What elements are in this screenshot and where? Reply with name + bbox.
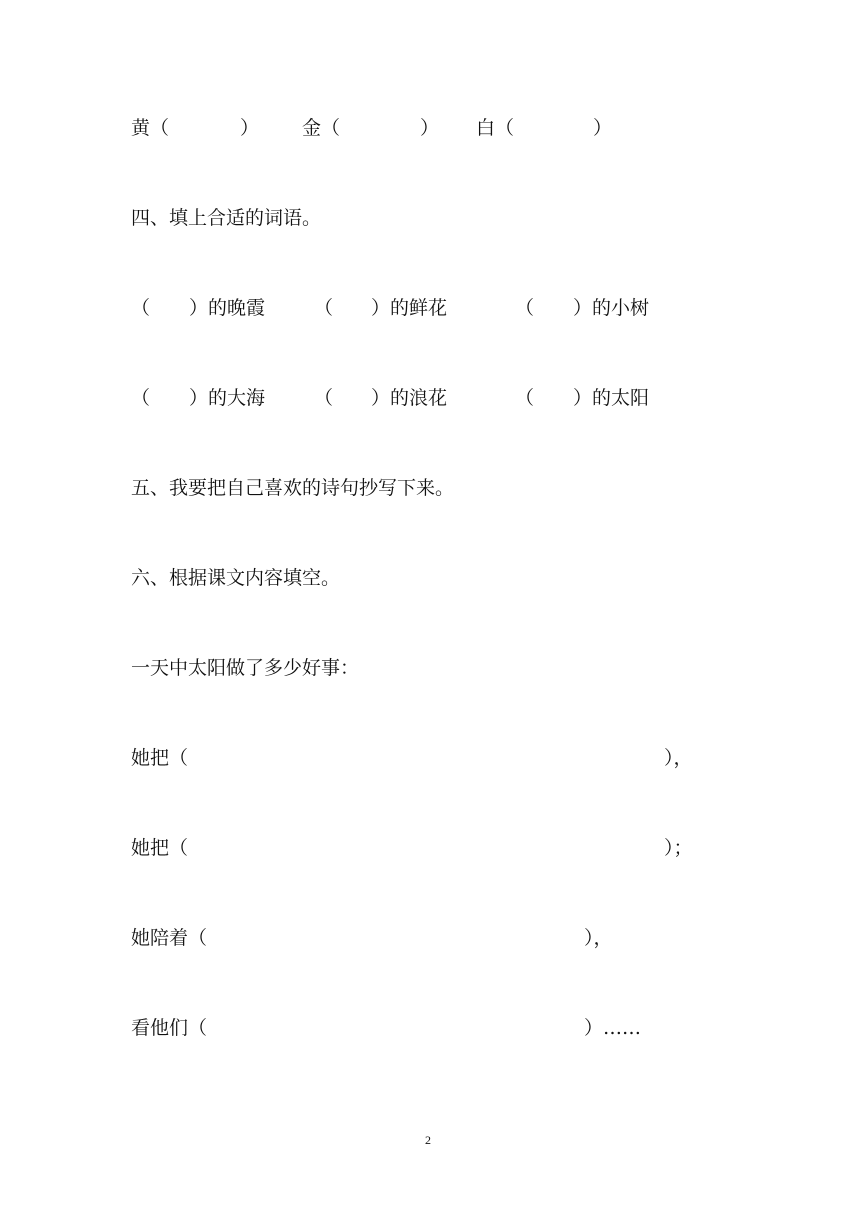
blank-close-jin: ） <box>420 117 440 139</box>
page-number: 2 <box>425 1133 431 1147</box>
fill-line-2-start: 她把（ <box>131 837 189 859</box>
fill-line-4-end: ）…… <box>584 1017 642 1039</box>
phrase-xianhua: ）的鲜花 <box>371 297 448 319</box>
blank-close-bai: ） <box>593 117 613 139</box>
phrase-taiyang: ）的太阳 <box>573 387 650 409</box>
blank-close-huang: ） <box>240 117 260 139</box>
blank-open-b1: （ <box>131 387 151 409</box>
section-4-heading: 四、填上合适的词语。 <box>131 207 322 229</box>
blank-open-a3: （ <box>515 297 535 319</box>
fill-line-2-end: ）； <box>664 837 693 859</box>
blank-open-b2: （ <box>314 387 334 409</box>
phrase-langhua: ）的浪花 <box>371 387 448 409</box>
blank-open-jin: 金（ <box>302 117 341 139</box>
blank-open-bai: 白（ <box>476 117 515 139</box>
blank-open-a1: （ <box>131 297 151 319</box>
section-6-intro: 一天中太阳做了多少好事： <box>131 657 360 679</box>
blank-open-a2: （ <box>314 297 334 319</box>
section-6-heading: 六、根据课文内容填空。 <box>131 567 341 589</box>
fill-line-4-start: 看他们（ <box>131 1017 208 1039</box>
phrase-dahai: ）的大海 <box>189 387 266 409</box>
blank-open-b3: （ <box>515 387 535 409</box>
phrase-xiaoshu: ）的小树 <box>573 297 650 319</box>
fill-line-1-start: 她把（ <box>131 747 189 769</box>
phrase-wanxia: ）的晚霞 <box>189 297 266 319</box>
fill-line-3-end: ）， <box>584 927 613 949</box>
section-5-heading: 五、我要把自己喜欢的诗句抄写下来。 <box>131 477 455 499</box>
blank-open-huang: 黄（ <box>131 117 170 139</box>
fill-line-3-start: 她陪着（ <box>131 927 208 949</box>
fill-line-1-end: ）， <box>664 747 693 769</box>
